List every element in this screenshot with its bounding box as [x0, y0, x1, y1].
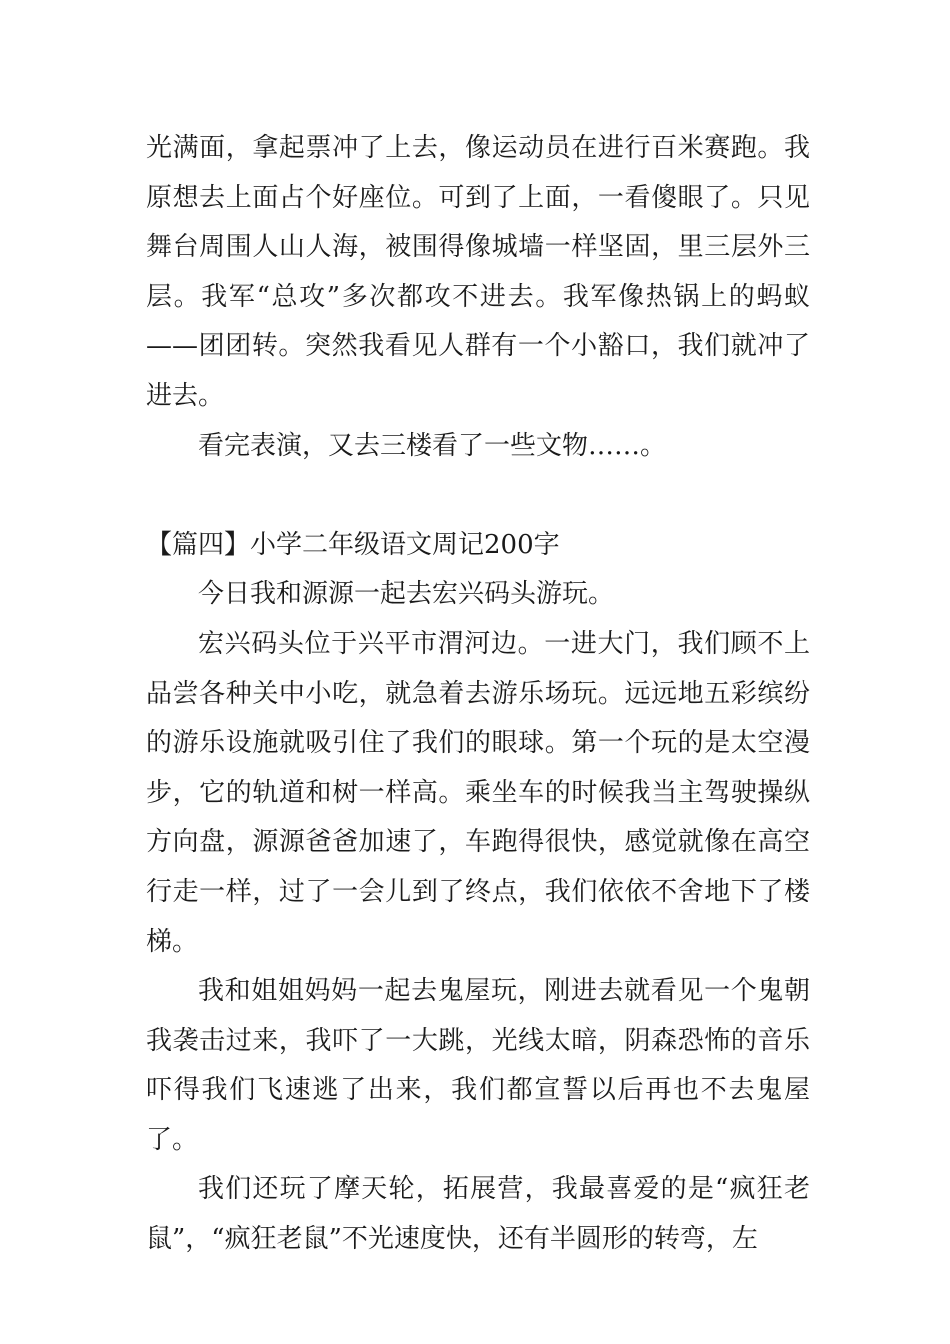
section-paragraph-1: 今日我和源源一起去宏兴码头游玩。	[198, 579, 615, 610]
section-paragraph-2: 宏兴码头位于兴平市渭河边。一进大门，我们顾不上品尝各种关中小吃，就急着去游乐场玩。远远地五彩缤纷的游乐设施就吸引住了我们的眼球。第一个玩的是太空漫步，它的轨道和树一样高。乘坐车的时候我当主驾驶操纵方向盘，源源爸爸加速了，车跑得很快，感觉就像在高空行走一样，过了一会儿到了终点，我们依依不舍地下了楼梯。	[146, 628, 810, 957]
section-paragraph-4: 我们还玩了摩天轮，拓展营，我最喜爱的是“疯狂老鼠”，“疯狂老鼠”不光速度快，还有半圆形的转弯，左	[146, 1174, 810, 1255]
closing-paragraph: 看完表演，又去三楼看了一些文物……。	[198, 430, 667, 461]
paragraph-gap	[146, 471, 810, 521]
section-heading: 【篇四】小学二年级语文周记200字	[146, 529, 560, 560]
section-paragraph-3: 我和姐姐妈妈一起去鬼屋玩，刚进去就看见一个鬼朝我袭击过来，我吓了一大跳，光线太暗，阴森恐怖的音乐吓得我们飞速逃了出来，我们都宣誓以后再也不去鬼屋了。	[146, 976, 810, 1155]
continued-paragraph: 光满面，拿起票冲了上去，像运动员在进行百米赛跑。我原想去上面占个好座位。可到了上面，一看傻眼了。只见舞台周围人山人海，被围得像城墙一样坚固，里三层外三层。我军“总攻”多次都攻不进去。我军像热锅上的蚂蚁——团团转。突然我看见人群有一个小豁口，我们就冲了进去。	[146, 133, 810, 411]
document-body	[146, 124, 810, 1265]
